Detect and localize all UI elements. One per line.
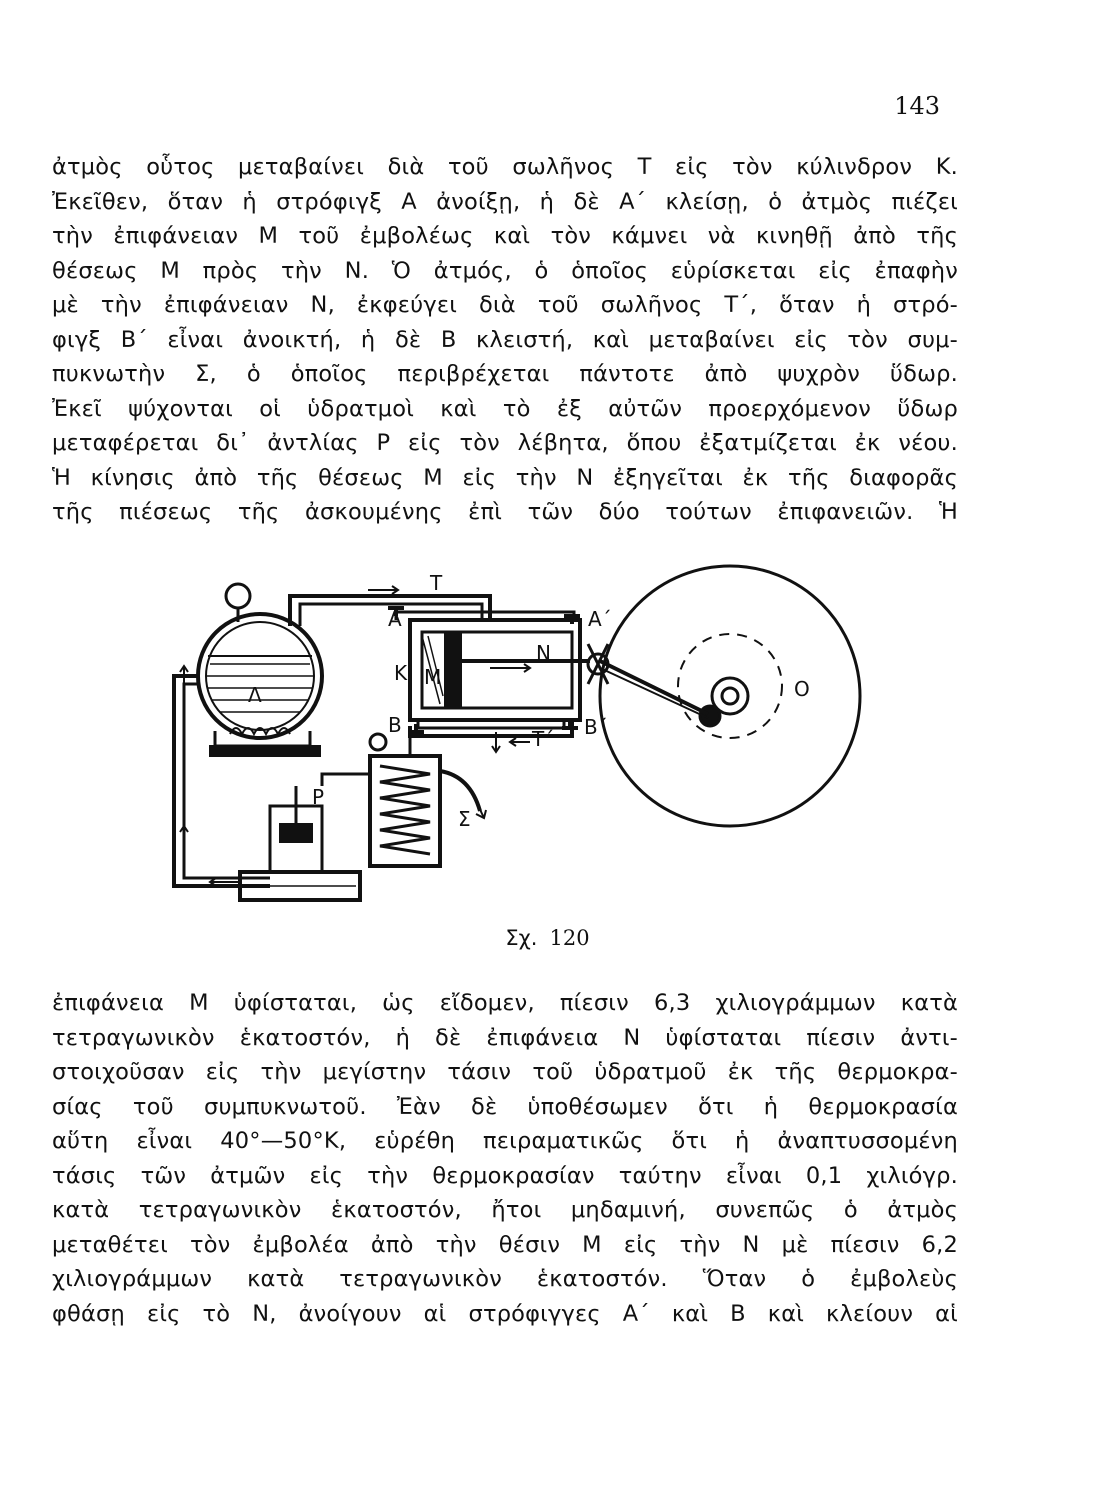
label-T: T [430,571,443,595]
return-pipe [174,676,270,886]
label-Sigma: Σ [458,807,471,831]
label-P: P [312,785,325,809]
paragraph-bottom [52,986,958,1331]
arrow-return-up [180,826,188,846]
label-Lambda: Λ [248,683,262,707]
label-T-prime: T΄ [532,727,555,751]
text-line: χιλιογράμμων κατὰ τετραγωνικὸν ἑκατοστόν. Ὅταν ὁ ἐμβολεὺς [52,1266,958,1292]
text-line: Ἡ κίνησις ἀπὸ τῆς θέσεως Μ εἰς τὴν Ν ἐξηγεῖται ἐκ τῆς διαφορᾶς [52,464,958,491]
text-line: τῆς πιέσεως τῆς ἀσκουμένης ἐπὶ τῶν δύο τούτων ἐπιφανειῶν. Ἡ [52,499,958,525]
page-number: 143 [894,92,940,120]
text-line: Ἐκεῖθεν, ὅταν ἡ στρόφιγξ Α ἀνοίξῃ, ἡ δὲ Α΄ κλείσῃ, ὁ ἀτμὸς πιέζει [52,188,958,215]
cold-water-outlet [440,771,480,811]
label-B: B [388,713,402,737]
connecting-rod [600,661,708,714]
label-A-prime: A΄ [588,607,612,631]
text-line: μεταθέτει τὸν ἐμβολέα ἀπὸ τὴν θέσιν Μ εἰς τὴν Ν μὲ πίεσιν 6,2 [52,1231,958,1258]
axle-inner [722,688,738,704]
text-line: μεταφέρεται δι᾽ ἀντλίας Ρ εἰς τὸν λέβητα, ὅπου ἐξατμίζεται ἐκ νέου. [52,430,958,456]
text-line: πυκνωτὴν Σ, ὁ ὁποῖος περιβρέχεται πάντοτε ἀπὸ ψυχρὸν ὕδωρ. [52,361,958,387]
label-M: M [424,665,442,689]
label-B-prime: B΄ [584,715,608,739]
eccentric-dashed-circle [678,634,782,738]
text-line: αὕτη εἶναι 40°—50°Κ, εὑρέθη πειραματικῶς ὅτι ἡ ἀναπτυσσομένη [52,1128,958,1154]
text-line: τάσις τῶν ἀτμῶν εἰς τὴν θερμοκρασίαν ταύτην εἶναι 0,1 χιλιόγρ. [52,1162,958,1189]
condenser-coil [380,766,430,854]
text-line: Ἐκεῖ ψύχονται οἱ ὑδρατμοὶ καὶ τὸ ἐξ αὐτῶν προερχόμενον ὕδωρ [52,395,958,422]
label-A: A [388,607,402,631]
caption-prefix: Σχ. [505,926,538,950]
label-N: N [536,641,551,665]
text-line: μὲ τὴν ἐπιφάνειαν Ν, ἐκφεύγει διὰ τοῦ σωλῆνος Τ΄, ὅταν ἡ στρό- [52,292,958,318]
arrow-T [368,586,398,594]
text-line: φιγξ Β΄ εἶναι ἀνοικτή, ἡ δὲ Β κλειστή, καὶ μεταβαίνει εἰς τὸν συμ- [52,326,958,353]
text-line: τὴν ἐπιφάνειαν Μ τοῦ ἐμβολέως καὶ τὸν κάμνει νὰ κινηθῇ ἀπὸ τῆς [52,223,958,249]
text-line: ἐπιφάνεια Μ ὑφίσταται, ὡς εἴδομεν, πίεσιν 6,3 χιλιογράμμων κατὰ [52,990,958,1016]
piston [445,634,461,706]
arrow-T-prime [510,738,530,746]
arrow-piston [490,664,530,672]
text-line: φθάσῃ εἰς τὸ Ν, ἀνοίγουν αἱ στρόφιγγες Α΄ καὶ Β καὶ κλείουν αἱ [52,1300,958,1327]
eccentric-rod [600,668,708,718]
label-O: O [794,677,810,701]
text-line: σίας τοῦ συμπυκνωτοῦ. Ἐὰν δὲ ὑποθέσωμεν ὅτι ἡ θερμοκρασία [52,1093,958,1120]
flywheel [600,566,860,826]
text-line: θέσεως Μ πρὸς τὴν Ν. Ὁ ἀτμός, ὁ ὁποῖος εὑρίσκεται εἰς ἐπαφὴν [52,257,958,284]
label-K: K [394,661,408,685]
paragraph-top [52,150,958,530]
text-line: τετραγωνικὸν ἑκατοστόν, ἡ δὲ ἐπιφάνεια Ν ὑφίσταται πίεσιν ἀντι- [52,1024,958,1051]
figure-caption [0,926,1095,950]
pressure-gauge [226,584,250,608]
text-line: ἀτμὸς οὗτος μεταβαίνει διὰ τοῦ σωλῆνος Τ εἰς τὸν κύλινδρον Κ. [52,154,958,180]
text-line: στοιχοῦσαν εἰς τὴν μεγίστην τάσιν τοῦ ὑδρατμοῦ ἐκ τῆς θερμοκρα- [52,1059,958,1085]
steam-engine-diagram [160,556,960,916]
text-line: κατὰ τετραγωνικὸν ἑκατοστόν, ἤτοι μηδαμινή, συνεπῶς ὁ ἀτμὸς [52,1197,958,1223]
caption-number: 120 [549,926,590,950]
